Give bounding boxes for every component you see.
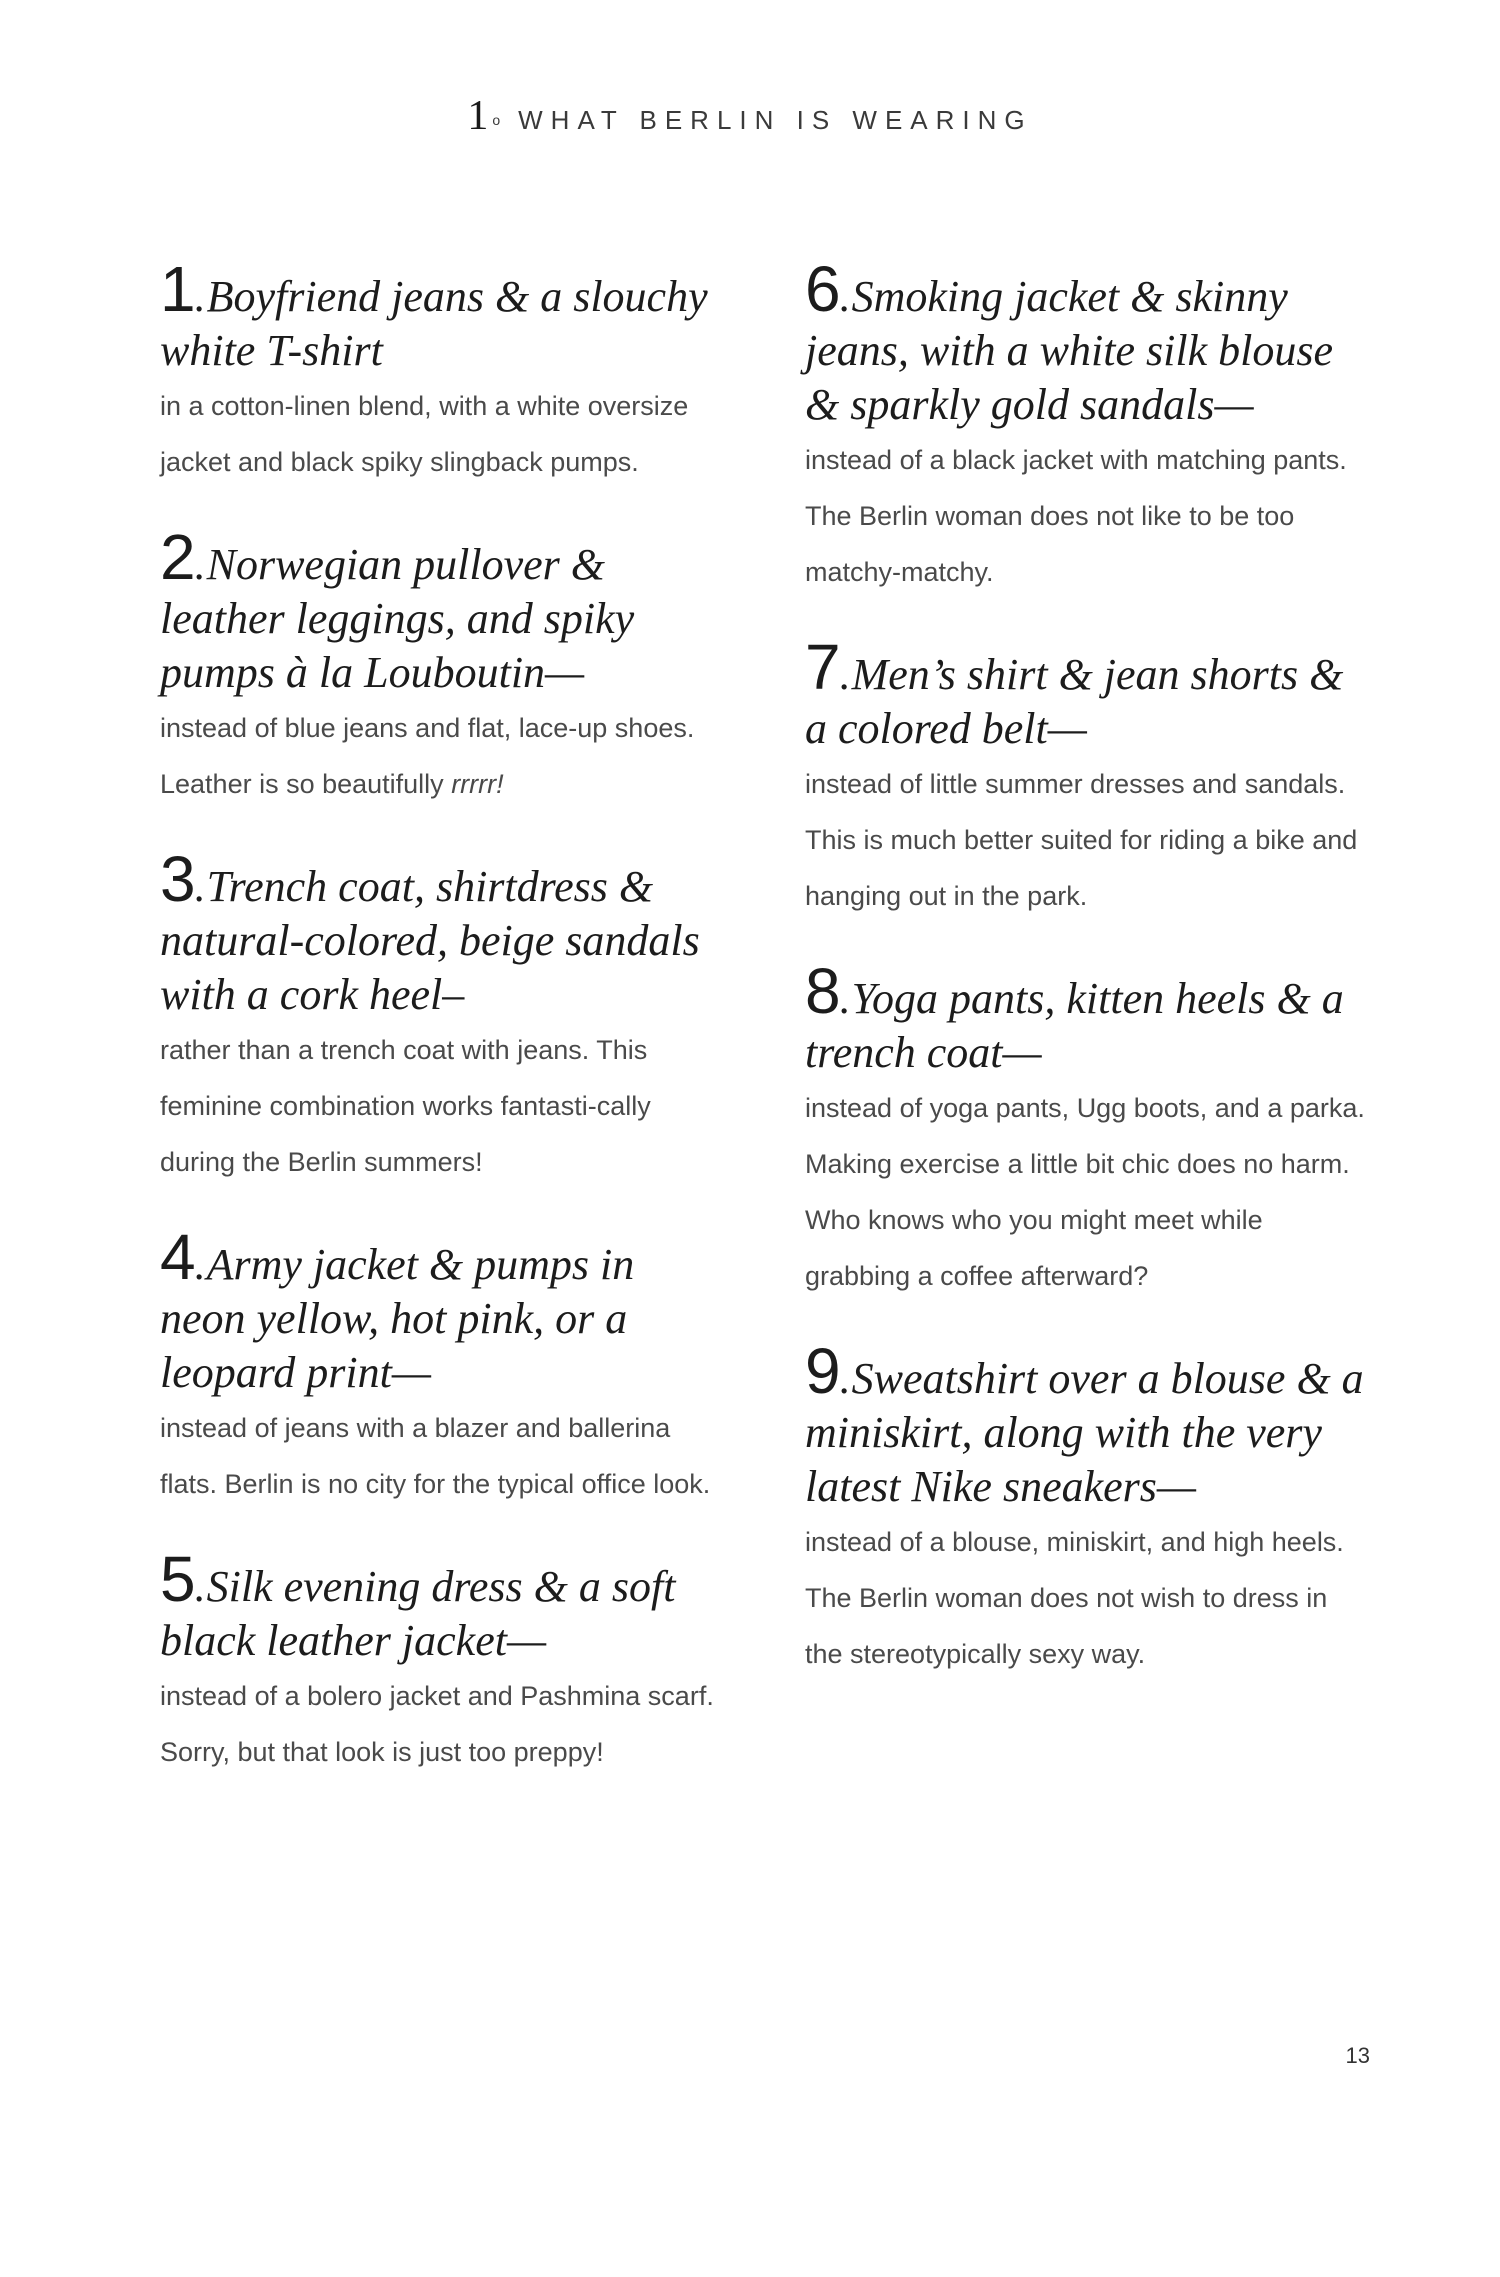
list-item: 4.Army jacket & pumps in neon yellow, hot pink, or a leopard print— instead of jeans with a blazer and ballerina flats. Berlin is no city for the typical office look. <box>160 1230 720 1512</box>
item-title: Army jacket & pumps in neon yellow, hot pink, or a leopard print— <box>160 1240 635 1397</box>
item-title: Yoga pants, kitten heels & a trench coat— <box>805 974 1344 1077</box>
item-number: 6 <box>805 253 839 325</box>
item-number: 4 <box>160 1221 194 1293</box>
list-item: 6.Smoking jacket & skinny jeans, with a white silk blouse & sparkly gold sandals— instead of a black jacket with matching pants. The Berlin woman does not like to be too matchy-matchy. <box>805 262 1365 600</box>
chapter-title: WHAT BERLIN IS WEARING <box>518 105 1033 135</box>
list-item: 2.Norwegian pullover & leather leggings, and spiky pumps à la Louboutin— instead of blue jeans and flat, lace-up shoes. Leather is so beautifully rrrrr! <box>160 521 695 799</box>
item-body: instead of a black jacket with matching pants. The Berlin woman does not like to be too matchy-matchy. <box>805 445 1347 587</box>
list-item: 3.Trench coat, shirtdress & natural-colored, beige sandals with a cork heel– rather than a trench coat with jeans. This feminine combination works fantasti-cally during the Berlin summers! <box>160 852 720 1190</box>
item-body: instead of yoga pants, Ugg boots, and a parka. Making exercise a little bit chic does no harm. Who knows who you might meet while grabbing a coffee afterward? <box>805 1093 1365 1291</box>
item-number: 3 <box>160 843 194 915</box>
item-title: Trench coat, shirtdress & natural-colored, beige sandals with a cork heel– <box>160 862 700 1019</box>
chapter-dot: o <box>492 112 501 128</box>
item-number: 1 <box>160 253 194 325</box>
chapter-header <box>0 92 1500 140</box>
item-number: 5 <box>160 1543 194 1615</box>
item-title: Boyfriend jeans & a slouchy white T-shirt <box>160 272 708 375</box>
item-number: 9 <box>805 1335 839 1407</box>
item-title: Smoking jacket & skinny jeans, with a white silk blouse & sparkly gold sandals— <box>805 272 1333 429</box>
list-item: 1.Boyfriend jeans & a slouchy white T-shirt in a cotton-linen blend, with a white oversize jacket and black spiky slingback pumps. <box>160 262 720 490</box>
item-body: instead of a blouse, miniskirt, and high heels. The Berlin woman does not wish to dress in the stereotypically sexy way. <box>805 1527 1344 1669</box>
item-body: instead of little summer dresses and sandals. This is much better suited for riding a bike and hanging out in the park. <box>805 769 1358 911</box>
item-title: Men’s shirt & jean shorts & a colored belt— <box>805 650 1344 753</box>
list-item: 8.Yoga pants, kitten heels & a trench coat— instead of yoga pants, Ugg boots, and a parka. Making exercise a little bit chic does no harm. Who knows who you might meet while grabbing a coffee afterward? <box>805 964 1365 1304</box>
list-item: 9.Sweatshirt over a blouse & a miniskirt, along with the very latest Nike sneakers— instead of a blouse, miniskirt, and high heels. The Berlin woman does not wish to dress in the stereotypically sexy way. <box>805 1344 1365 1682</box>
item-title: Sweatshirt over a blouse & a miniskirt, along with the very latest Nike sneakers— <box>805 1354 1364 1511</box>
chapter-number: 1 <box>467 93 489 139</box>
right-column <box>805 253 1365 1722</box>
page-number: 13 <box>1345 2043 1370 2068</box>
item-body: in a cotton-linen blend, with a white oversize jacket and black spiky slingback pumps. <box>160 391 689 477</box>
item-number: 2 <box>160 521 194 593</box>
item-body: instead of blue jeans and flat, lace-up shoes. Leather is so beautifully <box>160 713 695 799</box>
item-title: Silk evening dress & a soft black leather jacket— <box>160 1562 676 1665</box>
item-number: 8 <box>805 955 839 1027</box>
item-body: instead of jeans with a blazer and ballerina flats. Berlin is no city for the typical office look. <box>160 1413 711 1499</box>
item-emphasis: rrrrr! <box>451 769 504 799</box>
list-item: 7.Men’s shirt & jean shorts & a colored belt— instead of little summer dresses and sandals. This is much better suited for riding a bike and hanging out in the park. <box>805 640 1365 924</box>
item-body: instead of a bolero jacket and Pashmina scarf. Sorry, but that look is just too preppy! <box>160 1681 714 1767</box>
left-column <box>160 253 720 1820</box>
item-body: rather than a trench coat with jeans. This feminine combination works fantasti-cally during the Berlin summers! <box>160 1035 651 1177</box>
item-number: 7 <box>805 631 839 703</box>
list-item: 5.Silk evening dress & a soft black leather jacket— instead of a bolero jacket and Pashmina scarf. Sorry, but that look is just too preppy! <box>160 1552 720 1780</box>
item-title: Norwegian pullover & leather leggings, and spiky pumps à la Louboutin— <box>160 540 635 697</box>
